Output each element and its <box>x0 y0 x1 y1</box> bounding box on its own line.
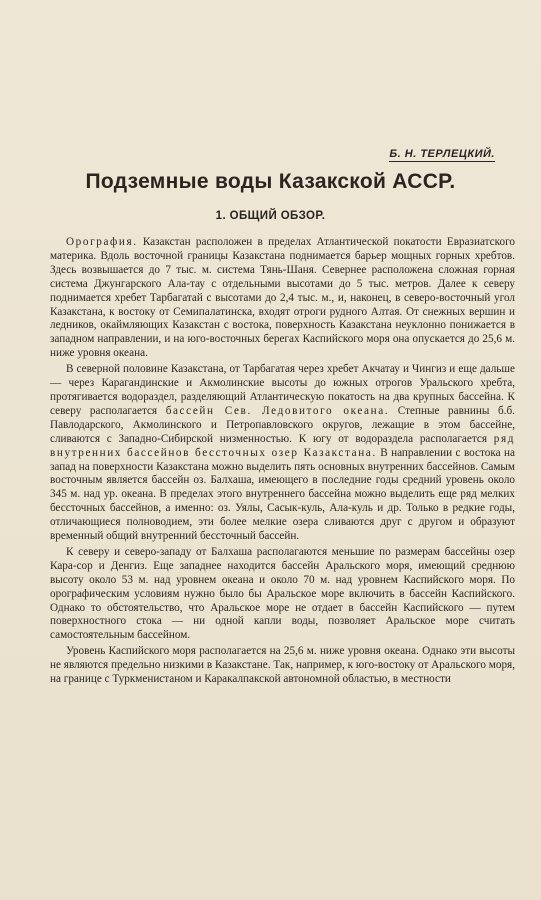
section-heading: 1. ОБЩИЙ ОБЗОР. <box>215 210 326 222</box>
article-title: Подземные воды Казакской АССР. <box>85 170 456 193</box>
spaced-term: ряд внутренних бассейнов бессточных озер Казакстана. <box>50 432 515 459</box>
paragraph-aral: К северу и северо-западу от Балхаша располагаются меньшие по размерам бассейны озер Кара-сор и Денгиз. Еще западнее находится бассейн Аральского моря, имеющий среднюю высоту около 53 м. над уровнем океана и около 70 м. над уровнем Каспийского моря. По орографическим условиям нужно было бы Аральское море включить в бассейн Каспийского. Однако то обстоятельство, что Аральское море не отдает в бассейн Каспийского — путем поверхностного стока — ни одной капли воды, позволяет Аральское море считать самостоятельным бассейном. <box>50 545 515 642</box>
paragraph-orography <box>50 236 515 361</box>
author-name: Б. Н. ТЕРЛЕЦКИЙ. <box>389 148 495 160</box>
paragraph-text: В северной половине Казакстана, от Тарбагатая через хребет Акчатау и Чингиз и еще дальше — через Карагандинские и Акмолинские высоты до южных отрогов Уральского хребта, протягивается водораздел, разделяющий Атлантическую покатость на два крупных бассейна. К северу располагается <box>50 363 515 417</box>
paragraph-text: Казакстан расположен в пределах Атлантической покатости Евразиатского материка. Вдоль восточной границы Казакстана поднимается барьер мощных горных хребтов. Здесь возвышается до 7 тыс. м. система Тянь-Шаня. Севернее расположена сложная горная система Джунгарского Ала-тау с отдельными высотами до 5 тыс. метров. Далее к северу поднимается хребет Тарбагатай с высотами до 2,4 тыс. м., и, наконец, в северо-восточный угол Казакстана, к востоку от Семипалатинска, входят отроги рудного Алтая. От снежных вершин и ледников, окаймляющих Казакстан с востока, поверхность Казакстана неуклонно понижается в западном направлении, и на юго-восточных берегах Каспийского моря она опускается до 25,6 м. ниже уровня океана. <box>50 236 515 360</box>
spaced-term: бассейн Сев. Ледовитого океана. <box>165 404 390 417</box>
paragraph-text: Степные равнины б.б. Павлодарского, Акмолинского и Петропавловского округов, лежащие в этом бассейне, сливаются с Западно-Сибирской низменностью. К югу от водораздела располагается <box>50 404 515 445</box>
article-body <box>50 236 515 687</box>
paragraph-caspian: Уровень Каспийского моря располагается на 25,6 м. ниже уровня океана. Однако эти высоты не являются предельно низкими в Казакстане. Так, например, к юго-востоку от Аральского моря, на границе с Туркменистаном и Каракалпакской автономной областью, в местности <box>50 645 515 686</box>
lead-term: Орография. <box>66 236 138 248</box>
paragraph-basins <box>50 363 515 544</box>
paragraph-text: В направлении с востока на запад на поверхности Казакстана можно выделить пять основных внутренних бассейнов. Самым восточным является бассейн оз. Балхаша, имеющего в последние годы средний уровень около 345 м. над ур. океана. В пределах этого внутреннего бассейна можно выделить еще ряд мелких бессточных бассейнов, а именно: оз. Уялы, Сасык-куль, Ала-куль и др. Только в редкие годы, отличающиеся полноводием, эти более мелкие озера сливаются друг с другом и образуют временный общий внутренний бессточный бассейн. <box>50 446 515 543</box>
